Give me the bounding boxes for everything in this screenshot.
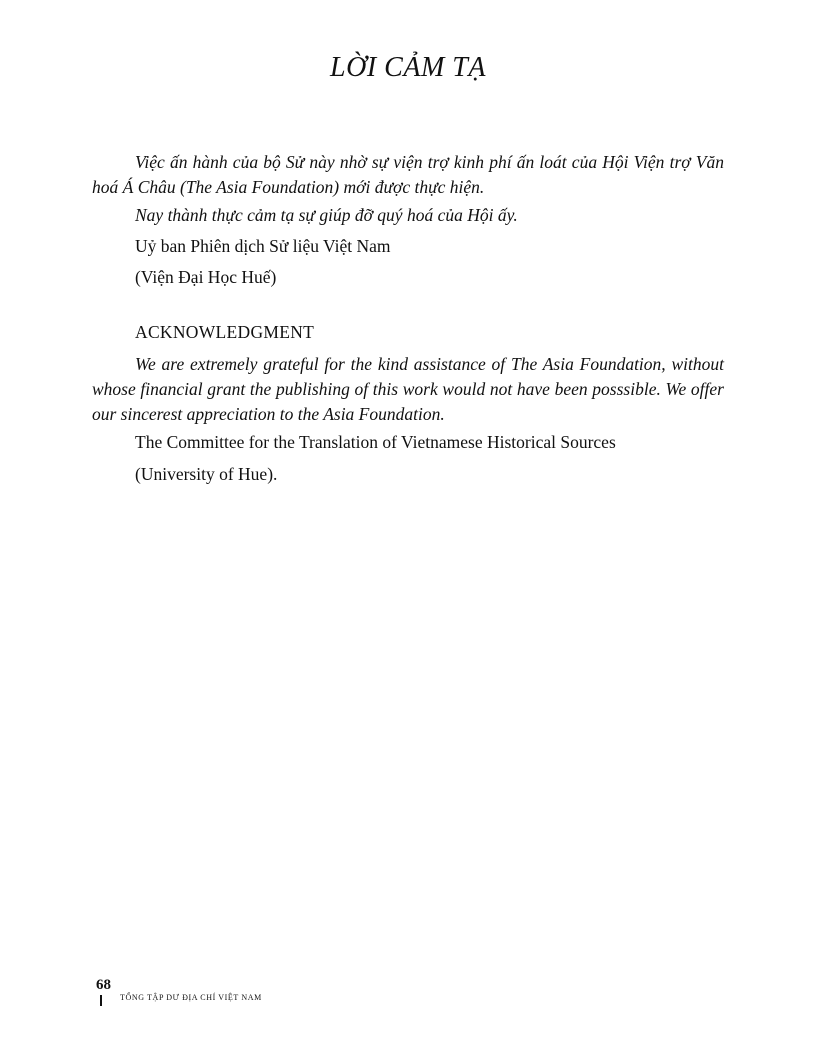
english-paragraph-gratitude: We are extremely grateful for the kind assistance of The Asia Foundation, without whose financial grant the publishing of this work would not have been posssible. We offer our sincerest appreciation to the Asia Foundation. — [92, 354, 724, 424]
vietnamese-signature-university: (Viện Đại Học Huế) — [135, 267, 277, 287]
vietnamese-signature-committee: Uỷ ban Phiên dịch Sử liệu Việt Nam — [135, 236, 391, 256]
page-number: 68 — [96, 977, 111, 993]
footer-book-title: TỔNG TẬP DƯ ĐỊA CHÍ VIỆT NAM — [120, 993, 262, 1002]
english-signature-committee: The Committee for the Translation of Vietnamese Historical Sources — [135, 432, 616, 452]
footer-divider — [100, 995, 102, 1006]
vietnamese-paragraph-funding: Việc ấn hành của bộ Sử này nhờ sự viện trợ kinh phí ấn loát của Hội Viện trợ Văn hoá Á Châu (The Asia Foundation) mới được thực hiện. — [92, 152, 724, 197]
english-signature-university: (University of Hue). — [135, 464, 278, 484]
vietnamese-paragraph-thanks: Nay thành thực cảm tạ sự giúp đỡ quý hoá của Hội ấy. — [135, 205, 518, 225]
acknowledgment-heading: ACKNOWLEDGMENT — [135, 322, 315, 342]
page-title: LỜI CẢM TẠ — [330, 52, 486, 83]
